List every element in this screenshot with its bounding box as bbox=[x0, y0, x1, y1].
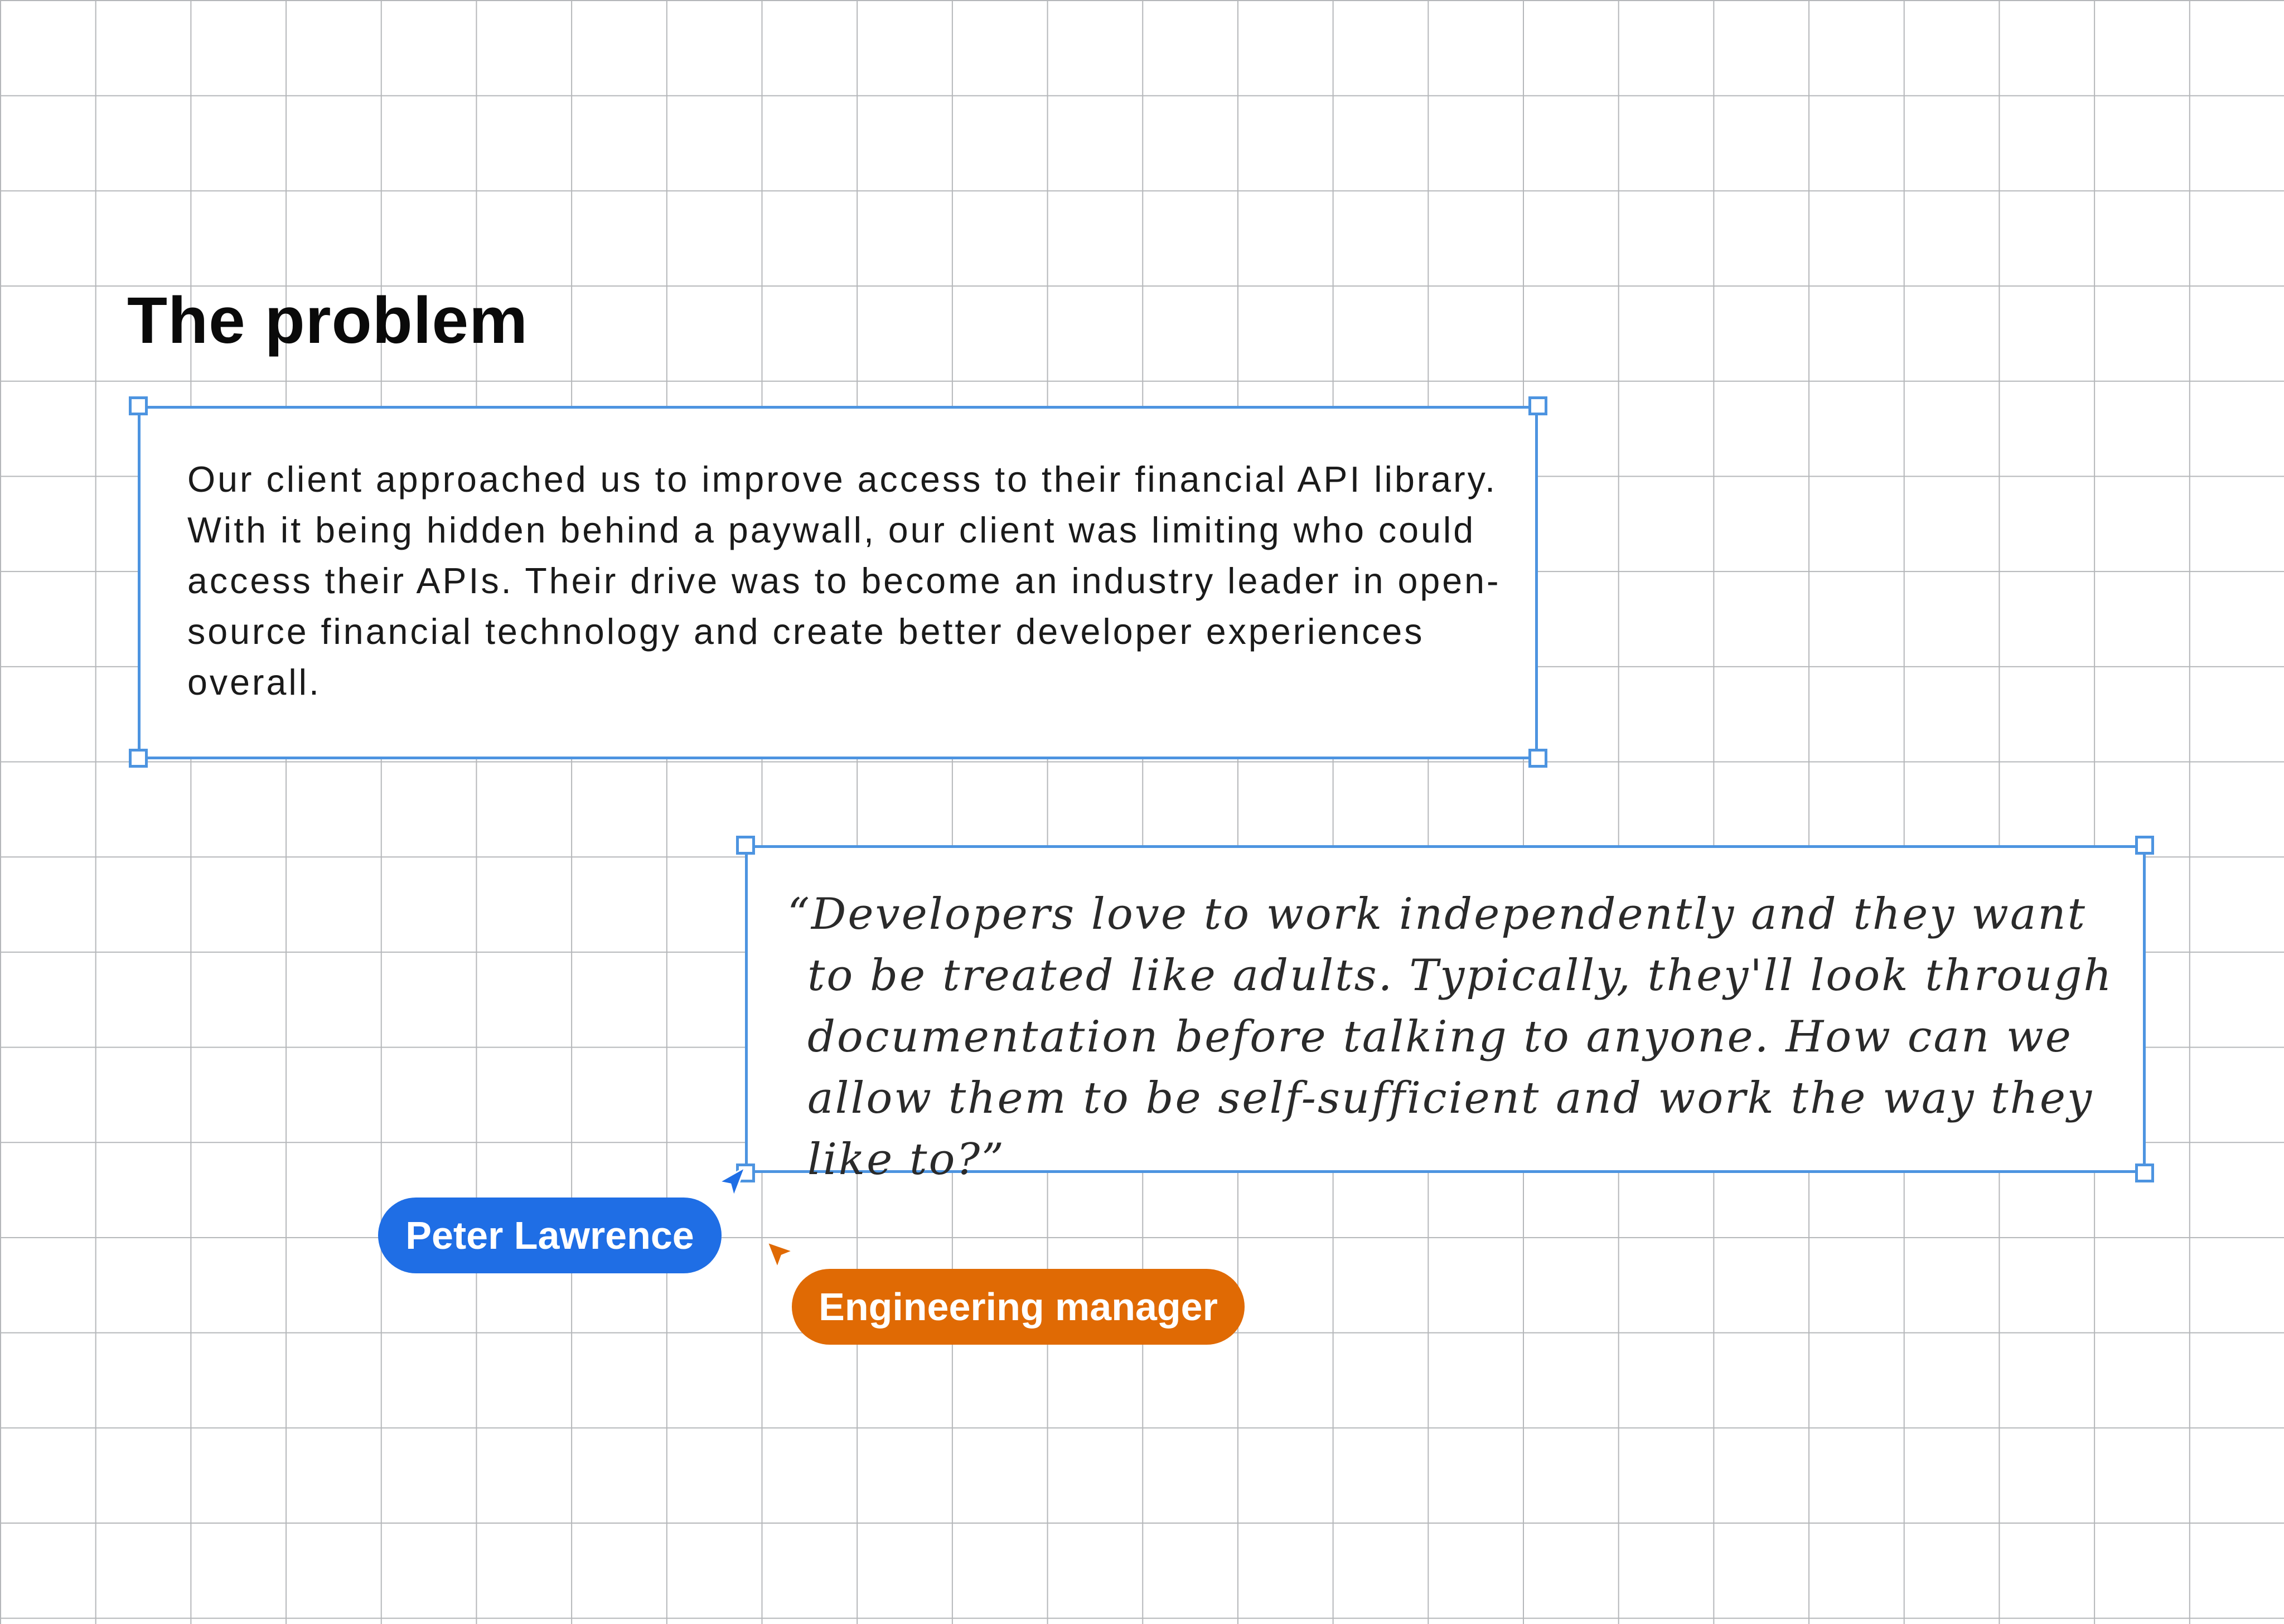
collaborator-label-peter: Peter Lawrence bbox=[378, 1198, 722, 1273]
resize-handle-top-left[interactable] bbox=[736, 836, 755, 855]
cursor-arrow-icon bbox=[765, 1240, 799, 1273]
developer-quote[interactable]: “Developers love to work independently and they want to be treated like adults. Typically, they'll look through documentation before talking to anyone. How can we allow them to be self-sufficient and work the way they like to?” bbox=[787, 889, 2113, 1185]
section-heading[interactable]: The problem bbox=[127, 284, 529, 357]
problem-description[interactable]: Our client approached us to improve access to their financial API library. With it being hidden behind a paywall, our client was limiting who could access their APIs. Their drive was to become an industry leader in open-source financial technology and create better developer experiences overall. bbox=[187, 459, 1501, 702]
collaborator-label-engineering-manager: Engineering manager bbox=[792, 1269, 1245, 1345]
resize-handle-bottom-right[interactable] bbox=[1528, 749, 1547, 768]
resize-handle-bottom-left[interactable] bbox=[129, 749, 148, 768]
cursor-arrow-icon bbox=[715, 1165, 748, 1199]
resize-handle-top-right[interactable] bbox=[2135, 836, 2154, 855]
resize-handle-top-left[interactable] bbox=[129, 396, 148, 415]
resize-handle-bottom-right[interactable] bbox=[2135, 1164, 2154, 1182]
resize-handle-top-right[interactable] bbox=[1528, 396, 1547, 415]
